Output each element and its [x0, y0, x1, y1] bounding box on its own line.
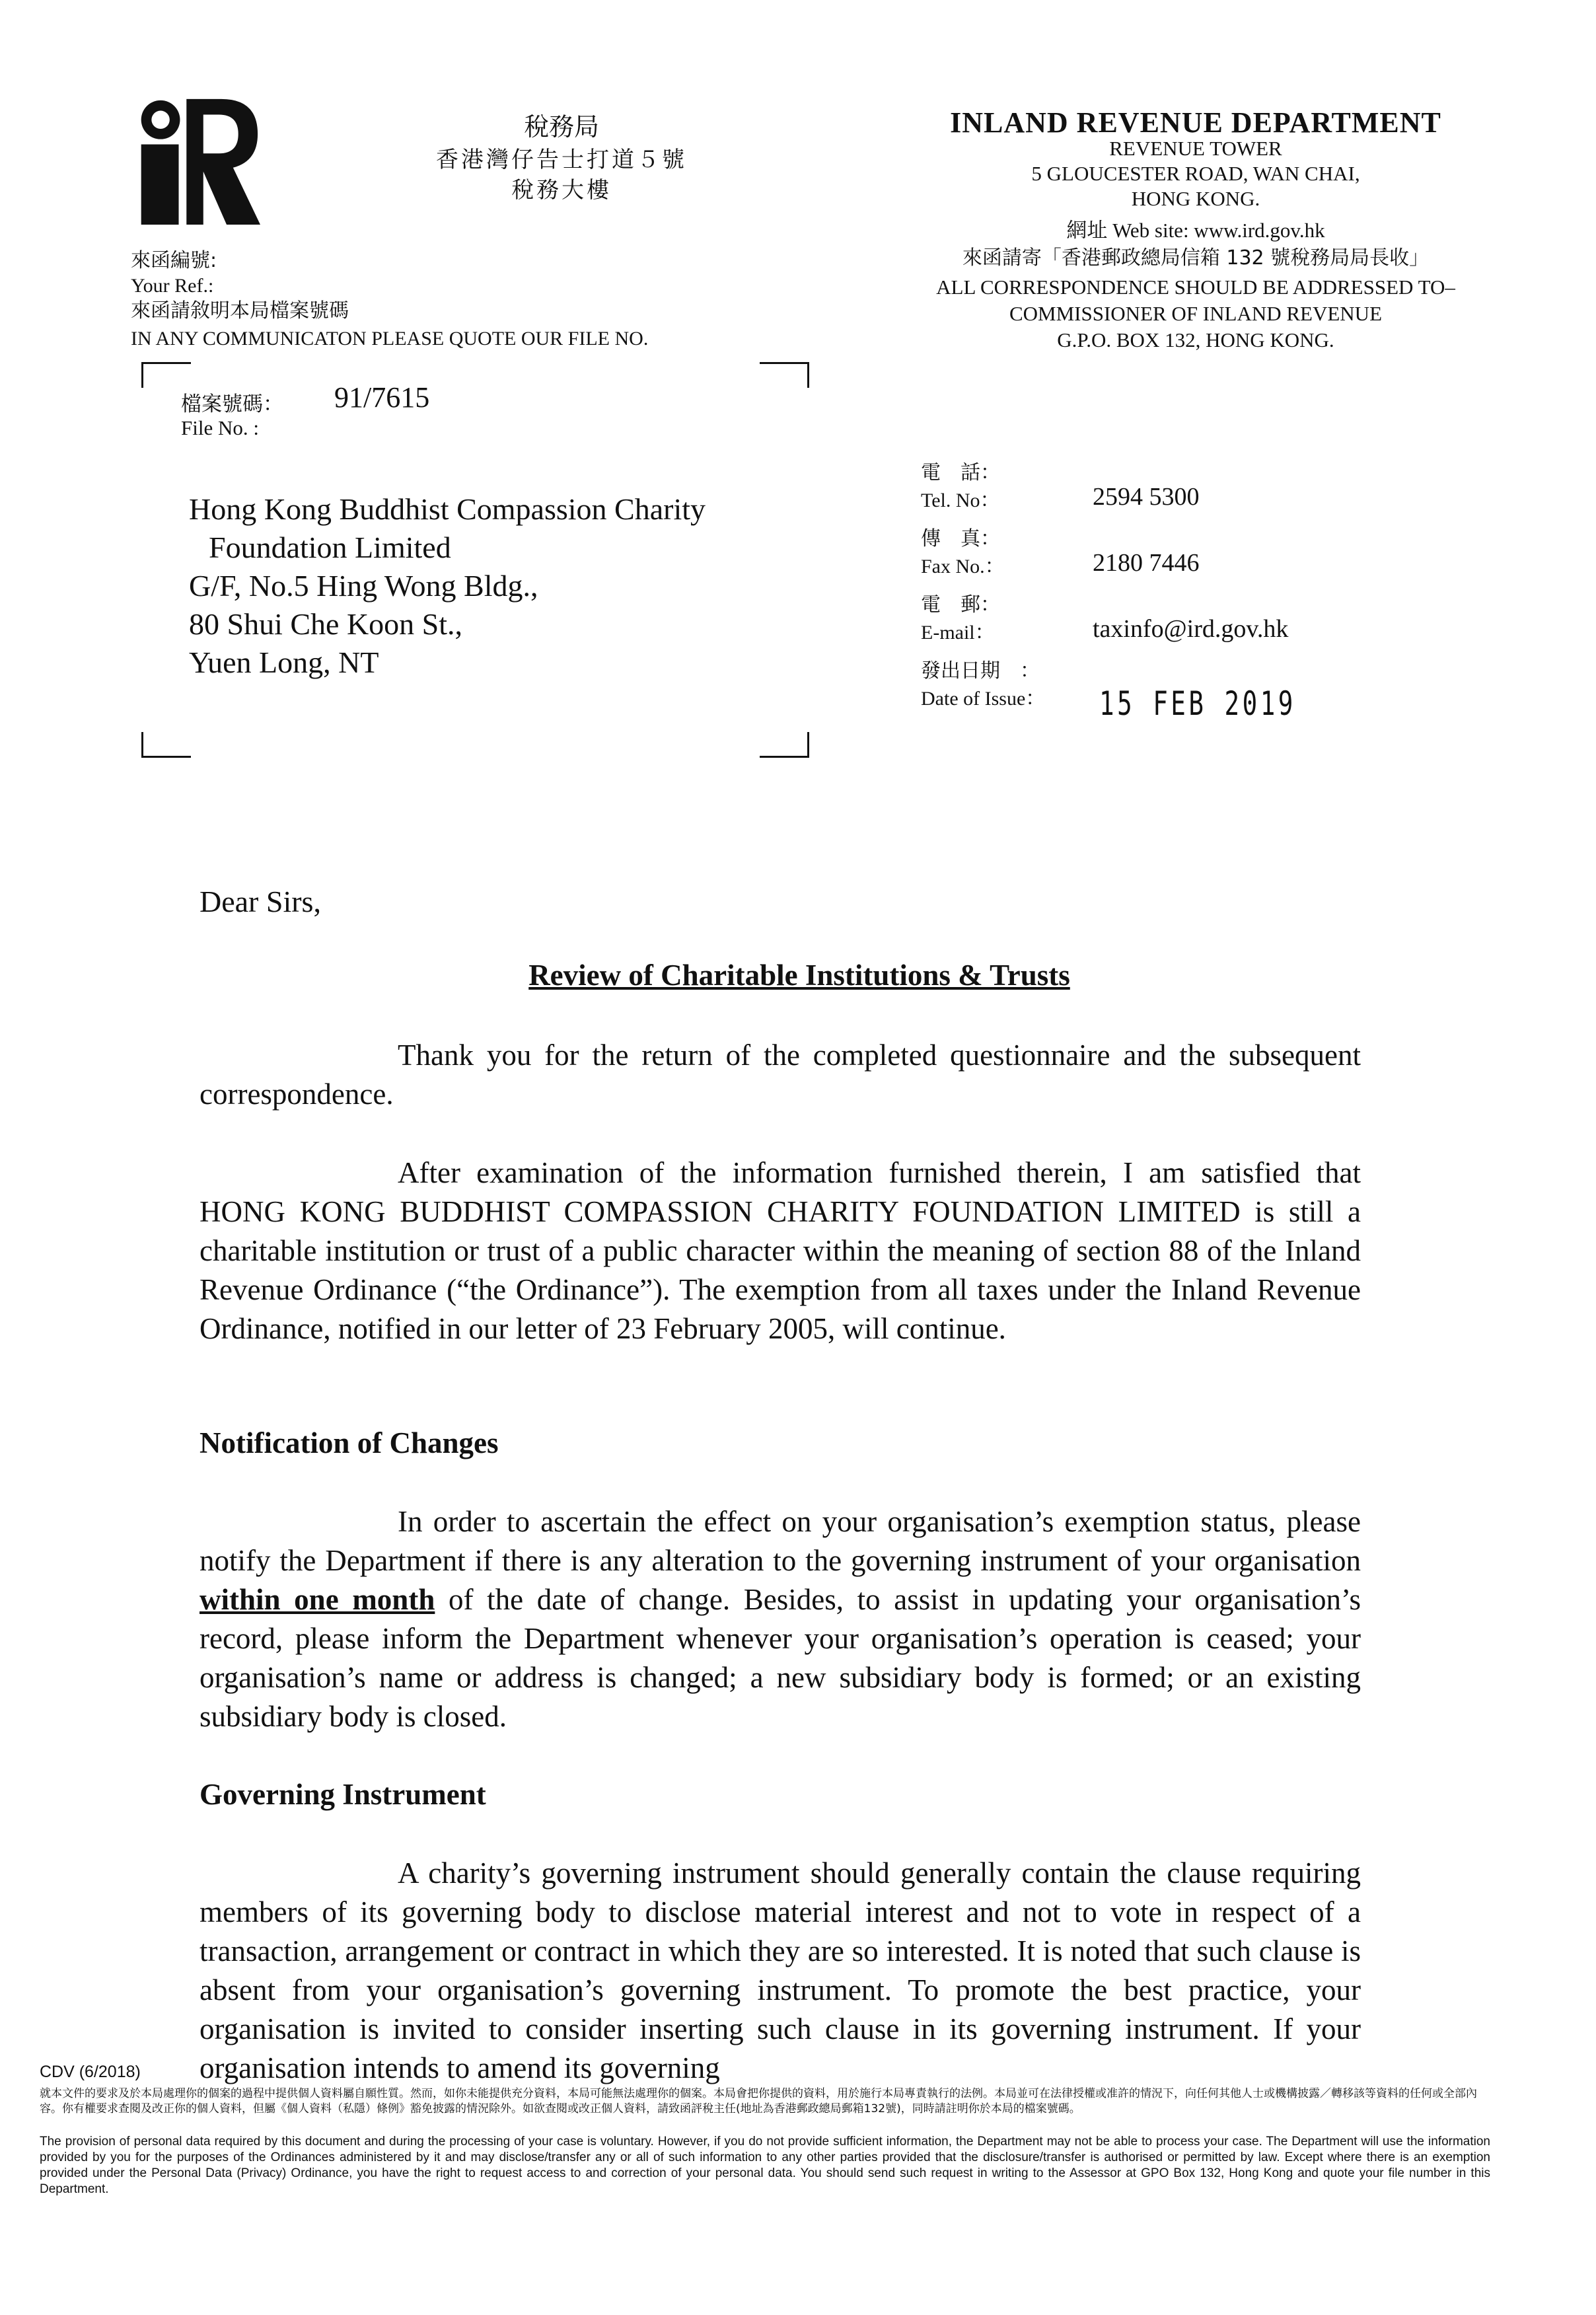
window-corner-bottom-right — [760, 732, 809, 758]
paragraph-3-text-before: In order to ascertain the effect on your organisation’s exemption status, please notify the Department if there is any alteration to the governing instrument of your organisation — [200, 1505, 1361, 1577]
quote-file-instruction: IN ANY COMMUNICATON PLEASE QUOTE OUR FILE NO. — [131, 328, 649, 349]
heading-notification-of-changes: Notification of Changes — [200, 1426, 499, 1459]
paragraph-1 — [200, 1036, 1361, 1114]
window-corner-top-left — [141, 362, 191, 388]
ird-logo — [131, 96, 260, 226]
correspondence-line-2: COMMISSIONER OF INLAND REVENUE — [1009, 302, 1383, 325]
department-city: HONG KONG. — [1131, 187, 1260, 210]
recipient-line-2: Foundation Limited — [209, 531, 451, 564]
paragraph-3 — [200, 1502, 1361, 1736]
file-number-label: File No. : — [181, 416, 259, 439]
file-number-label-chinese: 檔案號碼： — [181, 392, 283, 416]
department-name: INLAND REVENUE DEPARTMENT — [950, 106, 1441, 139]
window-corner-top-right — [760, 362, 809, 388]
date-label: Date of Issue： — [921, 688, 1046, 710]
letter-title: Review of Charitable Institutions & Trusts — [528, 959, 1070, 992]
fax-label-chinese: 傳 真： — [921, 527, 1000, 550]
recipient-line-4: 80 Shui Che Koon St., — [189, 607, 463, 641]
tel-value: 2594 5300 — [1093, 483, 1200, 511]
paragraph-3-text-after: of the date of change. Besides, to assist in updating your organisation’s record, please inform the Department whenever your organisation’s operation is ceased; your organisation’s name or address is changed; a new subsidiary body is formed; or an existing subsidiary body is closed. — [200, 1583, 1361, 1733]
fax-label: Fax No.： — [921, 556, 1005, 577]
email-value: taxinfo@ird.gov.hk — [1093, 615, 1289, 643]
privacy-notice-english: The provision of personal data required by this document and during the processing of your case is voluntary. However, if you do not provide sufficient information, the Department may not be able to process your case. The Department will use the information provided by you for the purposes of the Ordinances administered by it and may disclose/transfer any or all of such information to any other parties provided that the disclosure/transfer is authorised or permitted by law. Except where there is an exemption provided under the Personal Data (Privacy) Ordinance, you have the right to request access to and correction of your personal data. You should send such request in writing to the Assessor at GPO Box 132, Hong Kong and quote your file number in this Department. — [40, 2135, 1490, 2196]
your-ref-label-chinese: 來函編號: — [131, 249, 217, 272]
fax-value: 2180 7446 — [1093, 549, 1200, 577]
salutation: Dear Sirs, — [200, 885, 321, 918]
recipient-line-5: Yuen Long, NT — [189, 645, 379, 679]
correspondence-line-3: G.P.O. BOX 132, HONG KONG. — [1057, 328, 1334, 351]
correspondence-line-1: ALL CORRESPONDENCE SHOULD BE ADDRESSED TO– — [936, 276, 1455, 299]
paragraph-4 — [200, 1854, 1361, 2088]
date-of-issue-stamp: 15 FEB 2019 — [1099, 684, 1296, 723]
your-ref-label: Your Ref.: — [131, 275, 214, 297]
recipient-line-1: Hong Kong Buddhist Compassion Charity — [189, 492, 706, 526]
quote-file-label-chinese: 來函請敘明本局檔案號碼 — [131, 299, 349, 322]
correspondence-address-chinese: 來函請寄「香港郵政總局信箱 132 號稅務局局長收」 — [962, 246, 1430, 270]
heading-governing-instrument: Governing Instrument — [200, 1778, 486, 1811]
department-building: REVENUE TOWER — [1109, 137, 1282, 160]
date-label-chinese: 發出日期 ： — [921, 659, 1040, 682]
privacy-notice-chinese: 就本文件的要求及於本局處理你的個案的過程中提供個人資料屬自願性質。然而，如你未能提供充分資料，本局可能無法處理你的個案。本局會把你提供的資料，用於施行本局專責執行的法例。本局並可在法律授權或准許的情況下，向任何其他人士或機構披露／轉移該等資料的任何或全部內容。你有權要求查閱及改正你的個人資料，但屬《個人資料（私隱）條例》豁免披露的情況除外。如欲查閱或改正個人資料，請致函評稅主任(地址為香港郵政總局郵箱132號)，同時請註明你於本局的檔案號碼。 — [40, 2087, 1477, 2115]
tel-label-chinese: 電 話： — [921, 461, 1000, 484]
tel-label: Tel. No： — [921, 490, 1000, 511]
department-address-chinese: 香港灣仔告士打道５號 — [436, 147, 687, 173]
email-label: E-mail： — [921, 622, 995, 643]
paragraph-4-text: A charity’s governing instrument should generally contain the clause requiring members of its governing body to disclose material interest and not to vote in respect of a transaction, arrangement or contract in which they are so interested. It is noted that such clause is absent from your organisation’s governing instrument. To promote the best practice, your organisation is invited to consider inserting such clause in its governing instrument. If your organisation intends to amend its governing — [200, 1856, 1361, 2084]
window-corner-bottom-left — [141, 732, 191, 758]
paragraph-2 — [200, 1154, 1361, 1348]
file-number: 91/7615 — [334, 381, 430, 414]
paragraph-2-text: After examination of the information furnished therein, I am satisfied that HONG KONG BUDDHIST COMPASSION CHARITY FOUNDATION LIMITED is still a charitable institution or trust of a public character within the meaning of section 88 of the Inland Revenue Ordinance (“the Ordinance”). The exemption from all taxes under the Inland Revenue Ordinance, notified in our letter of 23 February 2005, will continue. — [200, 1156, 1361, 1345]
department-name-chinese: 稅務局 — [523, 112, 599, 141]
department-road: 5 GLOUCESTER ROAD, WAN CHAI, — [1031, 162, 1360, 185]
paragraph-1-text: Thank you for the return of the completed questionnaire and the subsequent correspondence. — [200, 1039, 1361, 1111]
recipient-line-3: G/F, No.5 Hing Wong Bldg., — [189, 569, 538, 603]
department-building-chinese: 稅務大樓 — [511, 177, 612, 203]
paragraph-3-emphasis: within one month — [200, 1583, 435, 1616]
department-website: 網址 Web site: www.ird.gov.hk — [1066, 219, 1325, 242]
email-label-chinese: 電 郵： — [921, 593, 1000, 616]
form-code: CDV (6/2018) — [40, 2063, 141, 2081]
